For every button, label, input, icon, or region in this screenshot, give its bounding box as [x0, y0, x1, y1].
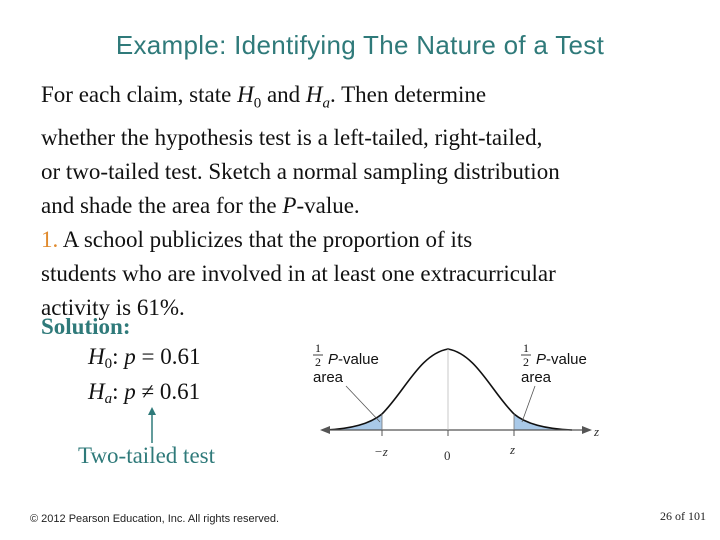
ha-subscript: a: [322, 95, 331, 112]
axis-arrow-right: [582, 426, 592, 434]
instructions-line-4: and shade the area for the P-value.: [41, 192, 360, 218]
pointer-arrow: [148, 407, 156, 443]
instructions-line-1: [41, 78, 691, 121]
solution-label: Solution:: [41, 314, 131, 339]
left-fraction-den: 2: [315, 355, 321, 369]
instructions-line-3: or two-tailed test. Sketch a normal sampling distribution: [41, 158, 560, 184]
tick-label-right: z: [510, 442, 516, 457]
right-pvalue-text: -value: [546, 351, 587, 368]
h0-subscript: 0: [253, 95, 262, 112]
claim-number: 1.: [41, 226, 59, 252]
page-number: 26 of 101: [660, 509, 706, 523]
left-fraction-num: 1: [315, 341, 321, 355]
instructions-text: [41, 78, 691, 325]
right-fraction-num: 1: [523, 341, 529, 355]
right-p-symbol: P: [536, 351, 547, 368]
p-symbol: P: [282, 192, 297, 218]
h0-symbol: H: [237, 82, 254, 107]
left-p-symbol: P: [328, 351, 339, 368]
ha-symbol: H: [305, 82, 323, 107]
instructions-line-2: whether the hypothesis test is a left-tailed, right-tailed,: [41, 124, 543, 150]
normal-distribution-figure: [310, 336, 610, 466]
right-tail-shade: [514, 414, 572, 430]
right-area-text: area: [521, 369, 552, 386]
alternative-hypothesis: $H_a$: p ≠ 0.61: [88, 379, 201, 407]
tick-label-center: 0: [444, 448, 451, 463]
left-pvalue-text: -value: [338, 351, 379, 368]
axis-arrow-left: [320, 426, 330, 434]
claim-line-1: 1. A school publicizes that the proportion of its: [41, 226, 473, 252]
claim-line-2: students who are involved in at least one extracurricular: [41, 260, 556, 286]
left-tail-shade: [325, 414, 382, 430]
instructions-line1-start: For each claim, state: [41, 82, 238, 107]
instructions-and: and: [261, 82, 306, 107]
left-area-text: area: [313, 369, 344, 386]
axis-name: z: [594, 424, 600, 439]
copyright-footer: © 2012 Pearson Education, Inc. All rights reserved.: [30, 513, 280, 525]
slide-title: Example: Identifying The Nature of a Test: [115, 30, 605, 60]
null-hypothesis: $H_0$: p = 0.61: [88, 344, 201, 372]
right-fraction-den: 2: [523, 355, 529, 369]
right-leader: [522, 386, 535, 422]
tick-label-left: −z: [374, 444, 388, 459]
claim-line-3: activity is 61%.: [41, 294, 185, 320]
instructions-line1-end: . Then determine: [330, 82, 487, 107]
left-leader: [346, 386, 380, 422]
test-type-label: Two-tailed test: [78, 443, 215, 468]
